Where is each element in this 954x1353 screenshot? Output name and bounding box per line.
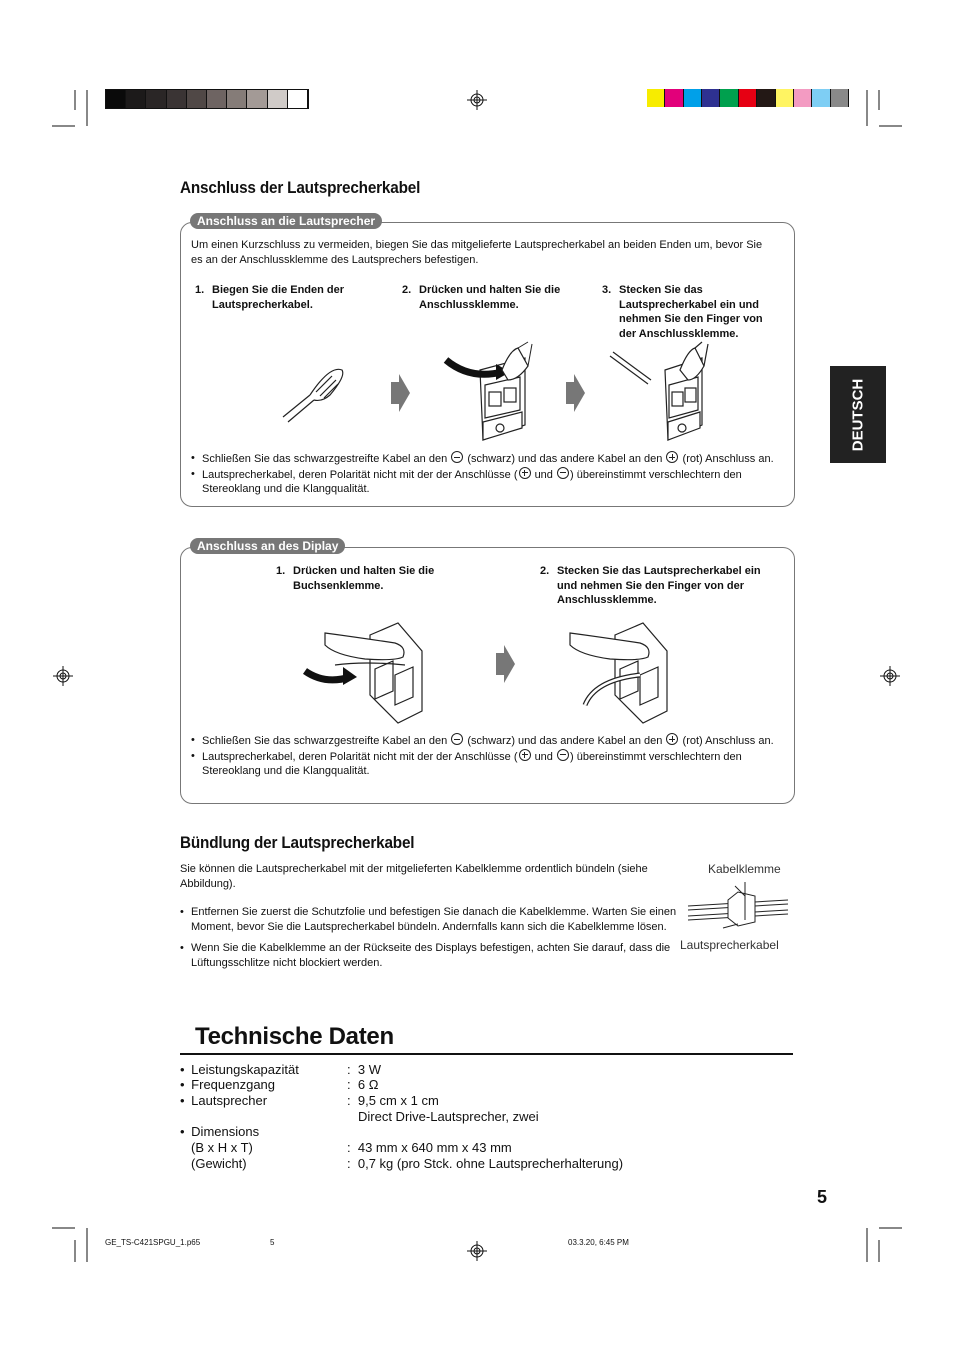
step-text: Stecken Sie das Lautsprecherkabel ein und nehmen Sie den Finger von der Anschlussklemme. <box>619 284 763 340</box>
color-swatch <box>106 90 126 108</box>
bundling-bullets <box>180 905 680 970</box>
spec-value-row <box>358 1109 539 1125</box>
spec-row: • Frequenzgang <box>180 1077 276 1092</box>
note-text: und <box>534 468 553 481</box>
box2-note-2 <box>191 749 789 779</box>
note-text: Schließen Sie das schwarzgestreifte Kabel an den <box>202 453 448 465</box>
spec-value-row <box>347 1077 378 1093</box>
spec-label: Dimensions <box>191 1124 260 1139</box>
bundling-bullet-1: • Entfernen Sie zuerst die Schutzfolie und befestigen Sie danach die Kabelklemme. Warten Sie einen Moment, bevor Sie die Lautsprecherkabel bündeln. Andernfalls kann sich die Kabelklemme lösen. <box>180 905 680 934</box>
color-swatch <box>146 90 166 108</box>
specs-title: Technische Daten <box>195 1023 394 1050</box>
spec-row <box>191 1140 253 1156</box>
spec-label: (B x H x T) <box>191 1140 253 1155</box>
footer-page: 5 <box>270 1238 275 1247</box>
spec-value-row <box>347 1093 439 1109</box>
spec-colon: : <box>347 1077 351 1092</box>
spec-value: 6 Ω <box>357 1077 379 1092</box>
speaker-terminal-illustration <box>270 340 790 450</box>
spec-value: 43 mm x 640 mm x 43 mm <box>357 1140 512 1155</box>
spec-row <box>191 1156 247 1172</box>
note-text: ) übereinstimmt verschlechtern den Stereoklang und die Klangqualität. <box>202 468 742 495</box>
note-text: (rot) Anschluss an. <box>682 453 774 465</box>
color-swatch <box>812 89 830 107</box>
language-tab-label: DEUTSCH <box>849 378 867 451</box>
color-swatch <box>776 89 794 107</box>
step-number: 1. <box>195 284 205 296</box>
spec-value: 9,5 cm x 1 cm <box>357 1093 439 1108</box>
plus-terminal-icon <box>666 451 678 463</box>
color-swatch <box>126 90 146 108</box>
box1-step-3 <box>602 283 782 341</box>
plus-terminal-icon <box>519 749 531 761</box>
color-swatch <box>739 89 757 107</box>
color-swatch <box>684 89 702 107</box>
bundling-intro: Sie können die Lautsprecherkabel mit der mitgelieferten Kabelklemme ordentlich bündeln (siehe Abbildung). <box>180 863 648 890</box>
step-text: Drücken und halten Sie die Buchsenklemme. <box>293 565 435 592</box>
color-swatch <box>187 90 207 108</box>
section-title-bundling: Bündlung der Lautsprecherkabel <box>180 833 415 852</box>
spec-value: 0,7 kg (pro Stck. ohne Lautsprecherhalterung) <box>357 1156 624 1171</box>
spec-value-row <box>347 1156 623 1172</box>
box1-notes <box>191 451 789 497</box>
step-number: 2. <box>402 284 412 296</box>
note-text: ) übereinstimmt verschlechtern den Stereoklang und die Klangqualität. <box>202 750 742 777</box>
footer-date: 03.3.20, 6:45 PM <box>568 1238 629 1247</box>
spec-colon: : <box>347 1062 351 1077</box>
box1-step-1 <box>195 283 375 312</box>
color-swatch <box>794 89 812 107</box>
process-color-bar <box>647 89 849 107</box>
box2-step-1 <box>276 564 466 593</box>
page-number: 5 <box>817 1187 828 1207</box>
cable-clamp-illustration <box>683 878 793 938</box>
spec-row: • Dimensions <box>180 1124 260 1139</box>
box1-step-2 <box>402 283 582 312</box>
note-text: (schwarz) und das andere Kabel an den <box>467 453 663 465</box>
spec-label: Frequenzgang <box>191 1077 276 1092</box>
grey-color-bar <box>105 89 309 109</box>
language-tab <box>830 366 886 463</box>
spec-label: Leistungskapazität <box>191 1062 299 1077</box>
spec-value-row <box>347 1062 381 1078</box>
step-number: 1. <box>276 565 286 577</box>
spec-row: • Leistungskapazität <box>180 1062 299 1077</box>
note-text: Lautsprecherkabel, deren Polarität nicht mit der der Anschlüsse ( <box>202 468 518 481</box>
spec-label: Lautsprecher <box>191 1093 268 1108</box>
minus-terminal-icon <box>557 467 569 479</box>
note-text: (schwarz) und das andere Kabel an den <box>467 735 663 747</box>
color-swatch <box>647 89 665 107</box>
spec-label: (Gewicht) <box>191 1156 247 1171</box>
step-text: Biegen Sie die Enden der Lautsprecherkabel. <box>212 284 345 311</box>
footer-file: GE_TS-C421SPGU_1.p65 <box>105 1238 201 1247</box>
box1-note-1 <box>191 451 789 467</box>
spec-value: 3 W <box>357 1062 381 1077</box>
step-text: Drücken und halten Sie die Anschlussklemme. <box>419 284 561 311</box>
box2-note-1 <box>191 733 789 749</box>
spec-value: Direct Drive-Lautsprecher, zwei <box>358 1109 539 1124</box>
bundling-bullet-2: • Wenn Sie die Kabelklemme an der Rückseite des Displays befestigen, achten Sie darauf, dass die Lüftungsschlitze nicht blockiert werden. <box>180 941 680 970</box>
color-swatch <box>268 90 288 108</box>
section-title-connection: Anschluss der Lautsprecherkabel <box>180 178 421 197</box>
color-swatch <box>831 89 849 107</box>
step-text: Stecken Sie das Lautsprecherkabel ein und nehmen Sie den Finger von der Anschlussklemme. <box>557 565 761 606</box>
plus-terminal-icon <box>666 733 678 745</box>
color-swatch <box>720 89 738 107</box>
box-label-speaker: Anschluss an die Lautsprecher <box>190 213 382 229</box>
box2-notes <box>191 733 789 779</box>
color-swatch <box>665 89 683 107</box>
spec-value-row <box>347 1140 512 1156</box>
box1-note-2 <box>191 467 789 497</box>
color-swatch <box>227 90 247 108</box>
step-number: 2. <box>540 565 550 577</box>
clamp-label: Kabelklemme <box>708 862 781 876</box>
minus-terminal-icon <box>451 733 463 745</box>
minus-terminal-icon <box>451 451 463 463</box>
box1-intro: Um einen Kurzschluss zu vermeiden, biegen Sie das mitgelieferte Lautsprecherkabel an beiden Enden um, bevor Sie es an der Anschlussklemme des Lautsprechers befestigen. <box>191 239 763 266</box>
color-swatch <box>288 90 308 108</box>
note-text: (rot) Anschluss an. <box>682 735 774 747</box>
display-terminal-illustration <box>295 615 685 725</box>
color-swatch <box>167 90 187 108</box>
note-text: und <box>534 750 553 763</box>
color-swatch <box>702 89 720 107</box>
box2-step-2 <box>540 564 765 608</box>
step-number: 3. <box>602 284 612 296</box>
cable-label: Lautsprecherkabel <box>680 938 779 952</box>
color-swatch <box>757 89 775 107</box>
box-label-display: Anschluss an des Diplay <box>190 538 345 554</box>
specs-title-rule <box>180 1053 793 1055</box>
spec-colon: : <box>347 1093 351 1108</box>
spec-colon: : <box>347 1140 351 1155</box>
minus-terminal-icon <box>557 749 569 761</box>
spec-colon: : <box>347 1156 351 1171</box>
note-text: Lautsprecherkabel, deren Polarität nicht mit der der Anschlüsse ( <box>202 750 518 763</box>
color-swatch <box>247 90 267 108</box>
spec-row: • Lautsprecher <box>180 1093 268 1108</box>
plus-terminal-icon <box>519 467 531 479</box>
note-text: Schließen Sie das schwarzgestreifte Kabel an den <box>202 735 448 747</box>
color-swatch <box>207 90 227 108</box>
